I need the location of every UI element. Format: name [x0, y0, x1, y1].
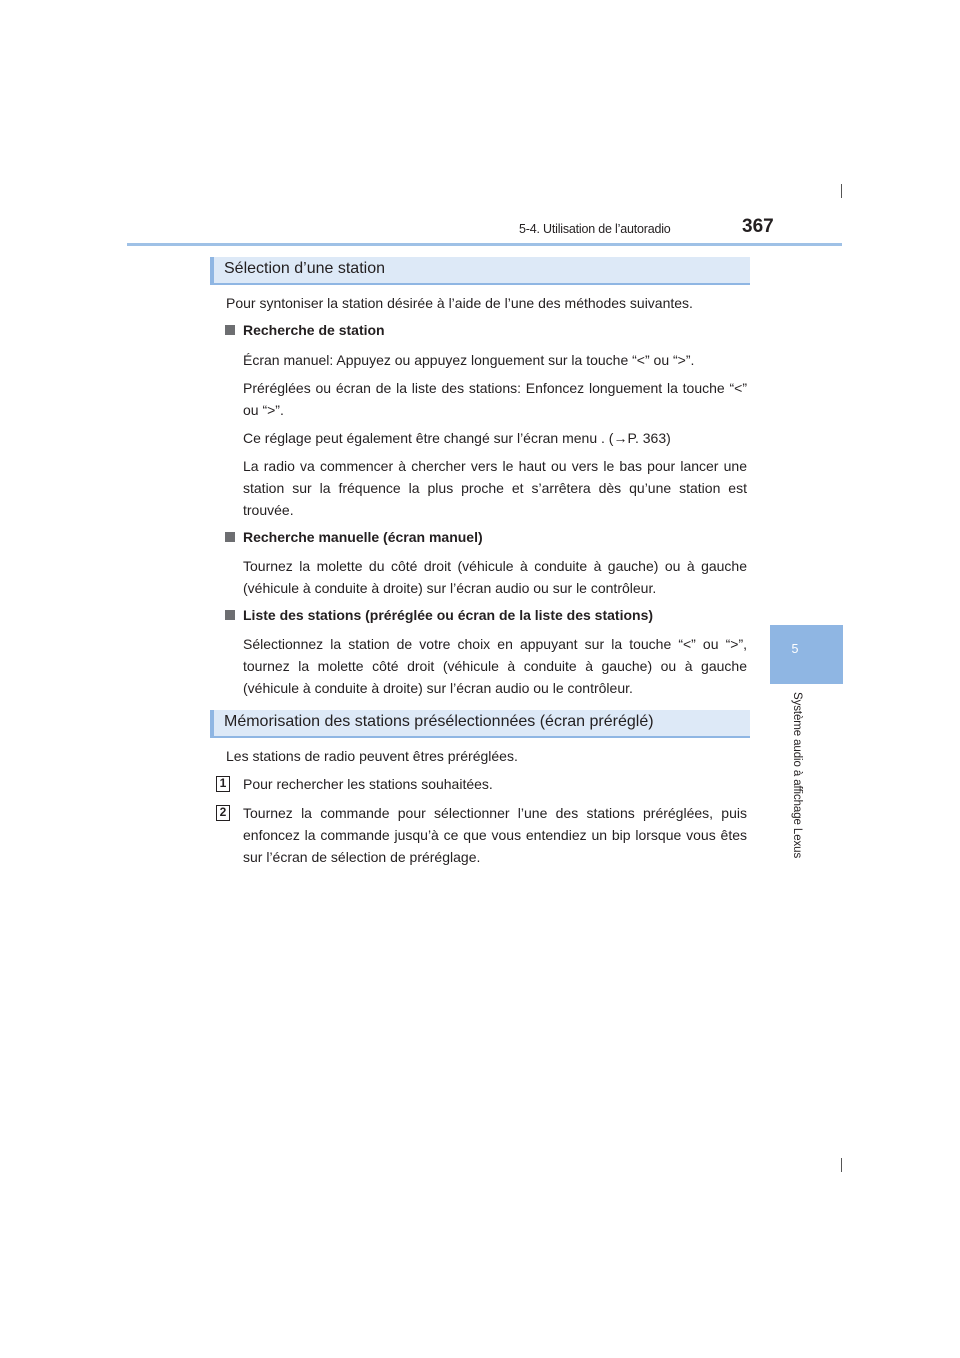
- section-intro: Pour syntoniser la station désirée à l’aide de l’une des méthodes suivantes.: [226, 295, 693, 311]
- square-bullet-icon: [225, 325, 235, 335]
- paragraph: Tournez la molette du côté droit (véhicule à conduite à gauche) ou à gauche (véhicule à conduite à droite) sur l’écran audio ou sur le contrôleur.: [243, 558, 747, 596]
- chapter-number: 5: [791, 642, 799, 656]
- square-bullet-icon: [225, 532, 235, 542]
- subheading-label: Recherche de station: [243, 322, 385, 338]
- section-intro: Les stations de radio peuvent êtres préréglées.: [226, 748, 518, 764]
- subheading-station-search: [225, 322, 385, 338]
- subheading-label: Recherche manuelle (écran manuel): [243, 529, 483, 545]
- crop-mark-bottom: [841, 1158, 842, 1172]
- crop-mark-top: [841, 184, 842, 198]
- chapter-title: Système audio à affichage Lexus: [791, 692, 803, 859]
- paragraph: Écran manuel: Appuyez ou appuyez longuement sur la touche “<” ou “>”.: [243, 352, 695, 368]
- section-heading-preset-memory: [210, 710, 750, 738]
- step-text: Tournez la commande pour sélectionner l’une des stations préréglées, puis enfoncez la commande jusqu’à ce que vous entendiez un bip lorsque vous êtes sur l’écran de sélection de préréglage.: [243, 805, 747, 865]
- running-header-section: 5-4. Utilisation de l’autoradio: [519, 222, 671, 236]
- square-bullet-icon: [225, 610, 235, 620]
- subheading-station-list: [225, 607, 653, 623]
- step-number-badge: 1: [216, 776, 230, 792]
- paragraph: Sélectionnez la station de votre choix en appuyant sur la touche “<” ou “>”, tournez la molette côté droit (véhicule à conduite à gauche) ou à gauche (véhicule à conduite à droite) sur l’écran audio ou le contrôleur.: [243, 636, 747, 696]
- paragraph: Préréglées ou écran de la liste des stations: Enfoncez longuement la touche “<” ou “>”.: [243, 380, 747, 418]
- section-title: Mémorisation des stations présélectionnées (écran préréglé): [224, 713, 654, 730]
- step-number-badge: 2: [216, 805, 230, 821]
- subheading-label: Liste des stations (préréglée ou écran de la liste des stations): [243, 607, 654, 623]
- paragraph: La radio va commencer à chercher vers le haut ou vers le bas pour lancer une station sur la fréquence la plus proche et s’arrêtera dès qu’une station est trouvée.: [243, 458, 747, 518]
- subheading-manual-search: [225, 529, 483, 545]
- paragraph: Ce réglage peut également être changé sur l’écran menu . (→P. 363): [243, 430, 671, 446]
- section-heading-station-selection: [210, 257, 750, 285]
- header-rule: [127, 243, 842, 246]
- page-number: 367: [742, 216, 774, 237]
- section-title: Sélection d’une station: [224, 260, 385, 277]
- step-text: Pour rechercher les stations souhaitées.: [243, 776, 493, 792]
